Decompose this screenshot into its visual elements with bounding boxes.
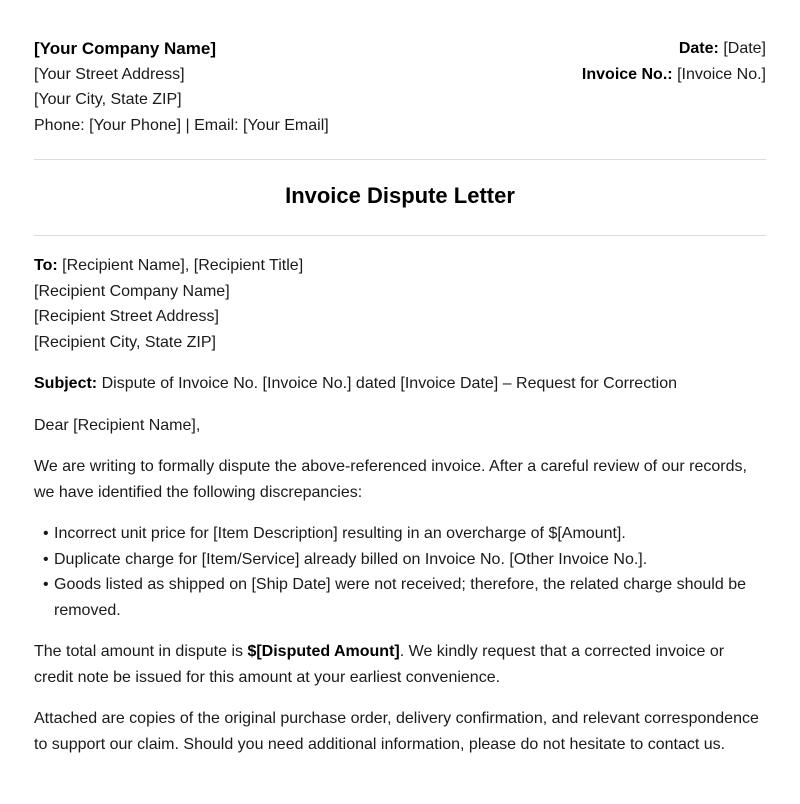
list-item: • Goods listed as shipped on [Ship Date] were not received; therefore, the related charge should be removed. [34,572,766,623]
recipient-name-title: [Recipient Name], [Recipient Title] [62,257,304,274]
amount-paragraph [34,639,766,690]
sender-city: [Your City, State ZIP] [34,91,182,108]
discrepancy-list [34,521,766,623]
sender-company: [Your Company Name] [34,39,216,58]
invoice-number-value: [Invoice No.] [677,65,766,83]
recipient-street: [Recipient Street Address] [34,308,219,325]
salutation: Dear [Recipient Name], [34,416,201,434]
date-value: [Date] [723,40,766,57]
subject-text: Dispute of Invoice No. [Invoice No.] dated [Invoice Date] – Request for Correction [101,375,677,392]
amount-text-after: . We kindly request that a corrected invoice or credit note be issued for this amount at your earliest convenience. [34,643,725,686]
invoice-number-line [582,62,766,88]
amount-text-before: The total amount in dispute is [34,643,248,660]
to-label: To: [34,257,58,274]
list-item: • Incorrect unit price for [Item Description] resulting in an overcharge of $[Amount]. [34,521,766,547]
letter-page [34,0,766,753]
subject-label: Subject: [34,375,98,392]
letter-body [34,253,766,773]
sender-block [34,36,329,138]
list-item: • Duplicate charge for [Item/Service] already billed on Invoice No. [Other Invoice No.]. [34,547,766,573]
recipient-to-line [34,253,766,279]
date-label: Date: [678,40,719,57]
letter-header [34,0,766,160]
sender-street: [Your Street Address] [34,65,185,83]
sender-contact: Phone: [Your Phone] | Email: [Your Email] [34,116,329,134]
page-title: Invoice Dispute Letter [285,183,515,208]
header-divider [34,159,766,160]
attachments-paragraph: Attached are copies of the original purchase order, delivery confirmation, and relevant correspondence to support our claim. Should you need additional information, please do not hesitate to contact us. [34,710,759,753]
intro-paragraph: We are writing to formally dispute the above-referenced invoice. After a careful review of our records, we have identified the following discrepancies: [34,458,747,501]
invoice-number-label: Invoice No.: [581,65,673,83]
recipient-city: [Recipient City, State ZIP] [34,333,216,351]
recipient-company: [Recipient Company Name] [34,282,230,300]
disputed-amount: $[Disputed Amount] [247,643,400,660]
title-divider [34,235,766,236]
date-line [582,36,766,62]
recipient-block [34,253,766,355]
subject-line [34,371,766,397]
invoice-meta [582,36,766,87]
